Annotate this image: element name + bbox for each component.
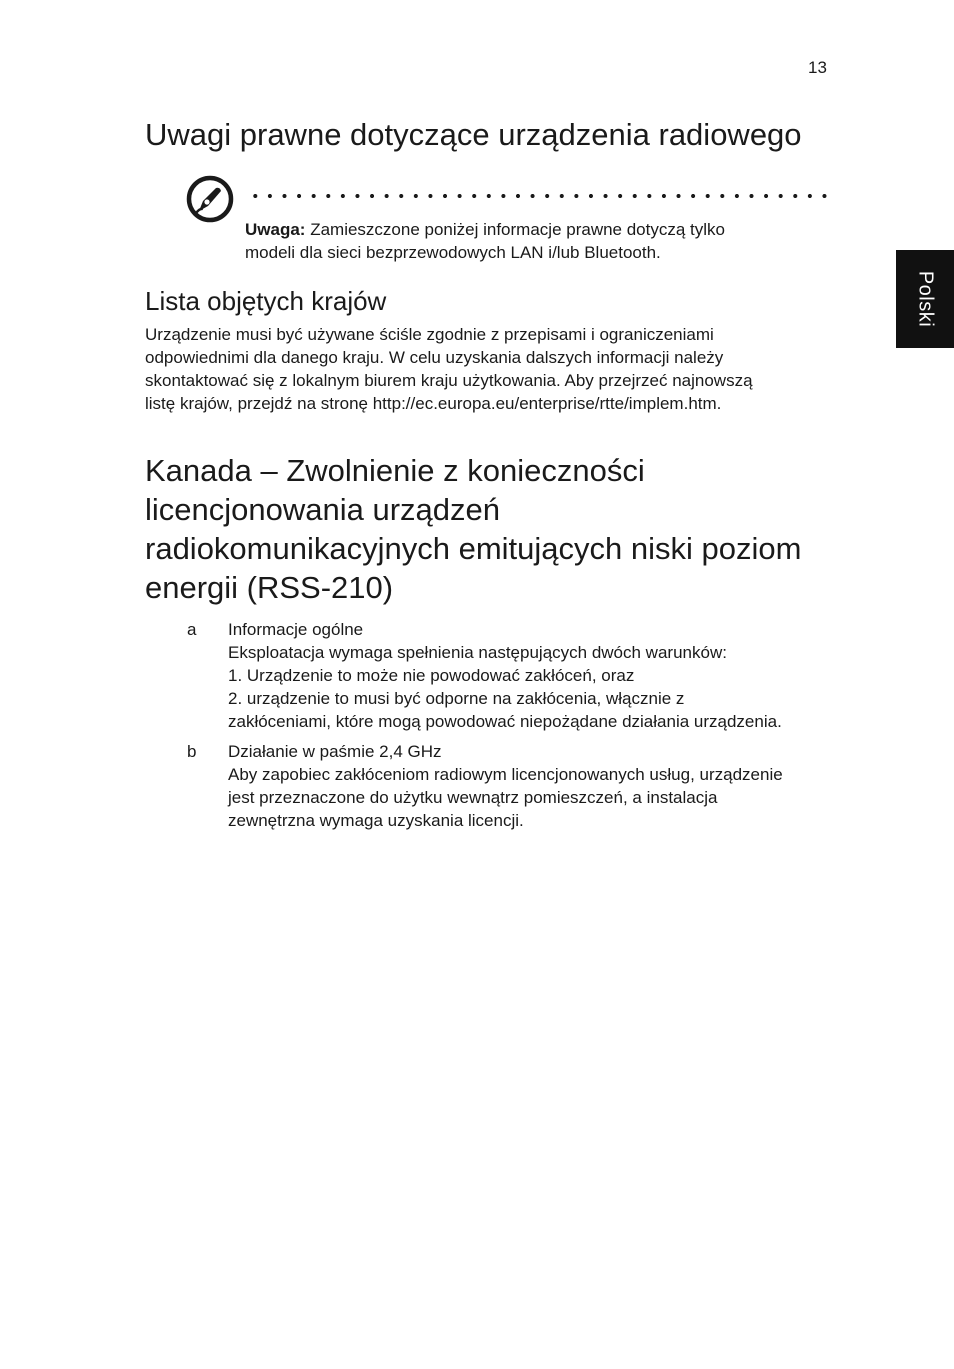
note-dotted-divider xyxy=(248,193,830,199)
list-item-line: Informacje ogólne xyxy=(228,620,364,639)
section-title-countries: Lista objętych krajów xyxy=(145,286,387,316)
list-item-line: 1. Urządzenie to może nie powodować zakłóceń, oraz xyxy=(228,666,635,685)
title-line: licencjonowania urządzeń xyxy=(145,492,501,527)
list-marker: a xyxy=(187,620,197,639)
legal-note xyxy=(245,218,835,264)
note-pen-icon xyxy=(186,175,234,223)
page-number: 13 xyxy=(808,58,827,77)
list-item-line: jest przeznaczone do użytku wewnątrz pomieszczeń, a instalacja xyxy=(228,788,718,807)
paragraph-line: odpowiednimi dla danego kraju. W celu uzyskania dalszych informacji należy xyxy=(145,348,724,367)
paragraph-line: Urządzenie musi być używane ściśle zgodnie z przepisami i ograniczeniami xyxy=(145,325,714,344)
note-text-line2: modeli dla sieci bezprzewodowych LAN i/lub Bluetooth. xyxy=(245,243,661,262)
list-item-line: zewnętrzna wymaga uzyskania licencji. xyxy=(228,811,524,830)
list-marker: b xyxy=(187,742,197,761)
list-item-line: zakłóceniami, które mogą powodować niepożądane działania urządzenia. xyxy=(228,712,782,731)
title-line: energii (RSS-210) xyxy=(145,570,394,605)
list-item-line: Eksploatacja wymaga spełnienia następujących dwóch warunków: xyxy=(228,643,727,662)
paragraph-line: listę krajów, przejdź na stronę http://ec.europa.eu/enterprise/rtte/implem.htm. xyxy=(145,394,722,413)
section-title-radio: Uwagi prawne dotyczące urządzenia radiowego xyxy=(145,117,802,152)
section-title-canada xyxy=(145,451,845,607)
title-line: Kanada – Zwolnienie z konieczności xyxy=(145,453,645,488)
language-tab xyxy=(896,250,954,348)
list-item-line: 2. urządzenie to musi być odporne na zakłócenia, włącznie z xyxy=(228,689,685,708)
language-tab-label: Polski xyxy=(914,270,937,328)
list-item-line: Działanie w paśmie 2,4 GHz xyxy=(228,742,442,761)
countries-paragraph xyxy=(145,323,835,415)
list-item-line: Aby zapobiec zakłóceniom radiowym licencjonowanych usług, urządzenie xyxy=(228,765,783,784)
note-label: Uwaga: xyxy=(245,220,306,239)
title-line: radiokomunikacyjnych emitujących niski poziom xyxy=(145,531,802,566)
paragraph-line: skontaktować się z lokalnym biurem kraju użytkowania. Aby przejrzeć najnowszą xyxy=(145,371,753,390)
note-text: Zamieszczone poniżej informacje prawne dotyczą tylko xyxy=(305,220,725,239)
